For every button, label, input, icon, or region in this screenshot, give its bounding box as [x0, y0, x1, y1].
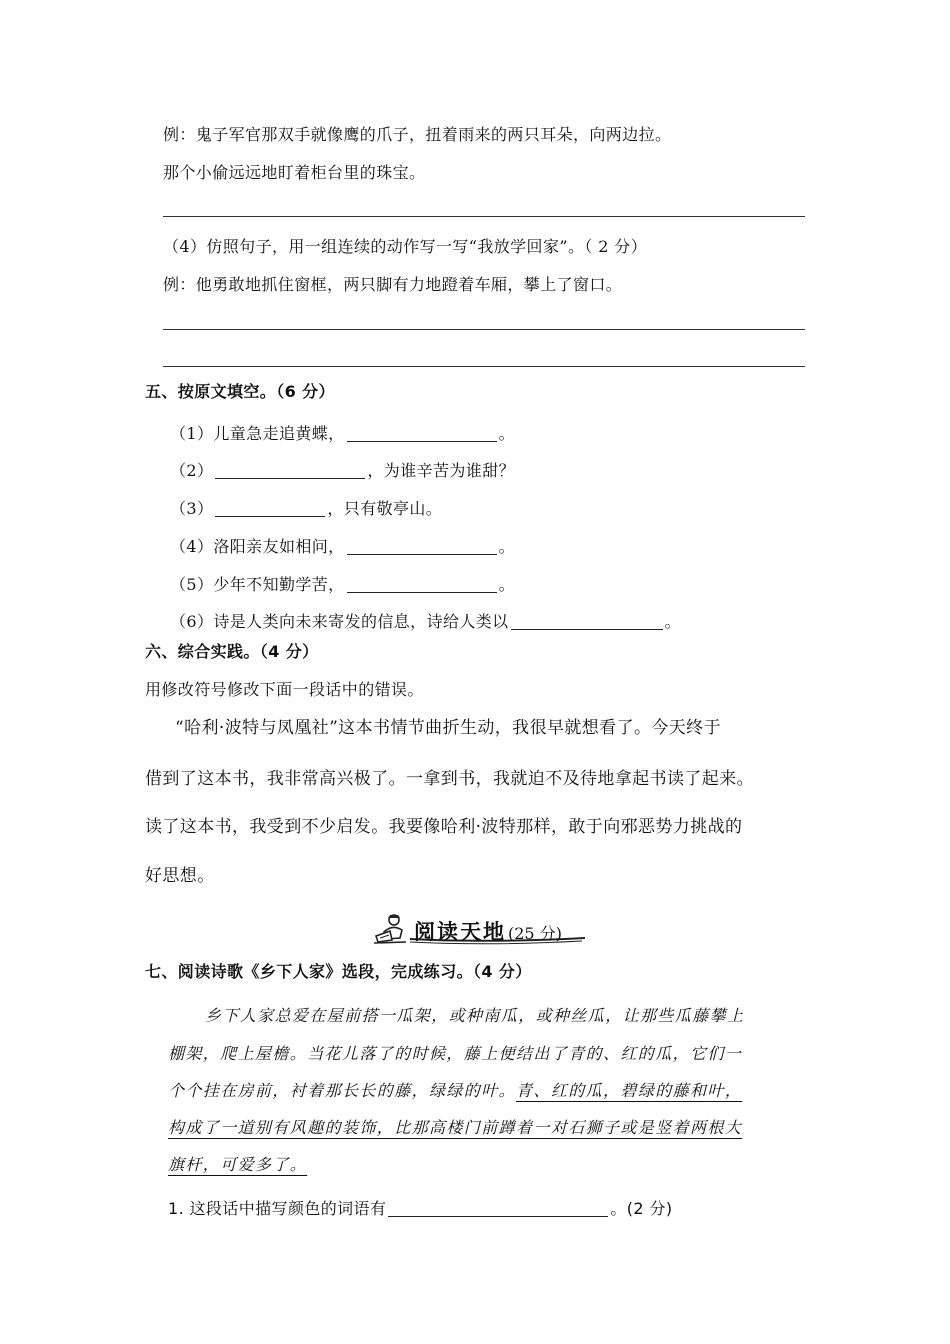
fill-item-3: [170, 499, 442, 519]
question-1-blank[interactable]: [388, 1200, 608, 1217]
q4-answer-line-1[interactable]: [163, 329, 805, 330]
fill-blank-3[interactable]: [215, 500, 325, 517]
section7-title: 七、阅读诗歌《乡下人家》选段，完成练习。（4 分）: [145, 962, 532, 981]
passage-line-5: [168, 1155, 307, 1175]
q3-answer-line[interactable]: [163, 216, 805, 217]
passage-line-3-text: 个个挂在房前，衬着那长长的藤，绿绿的叶。: [168, 1081, 517, 1100]
passage-line-1-text: 乡下人家总爱在屋前搭一瓜架，或种南瓜，或种丝瓜，让那些瓜藤攀上: [205, 1006, 745, 1025]
fill-item-2: [170, 461, 515, 481]
fill-item-3-end: ，只有敬亭山。: [327, 499, 443, 518]
passage-line-2: [168, 1044, 742, 1064]
fill-blank-1[interactable]: [347, 425, 497, 442]
banner-title: 阅读天地: [414, 920, 506, 944]
passage-line-5-underlined: 旗杆，可爱多了。: [168, 1155, 308, 1174]
section6-line-2: 借到了这本书，我非常高兴极了。一拿到书，我就迫不及待地拿起书读了起来。: [145, 769, 754, 789]
fill-item-6-end: 。: [664, 612, 681, 631]
fill-item-2-text: （2）: [170, 461, 214, 480]
fill-item-1-end: 。: [498, 424, 515, 443]
fill-item-5-end: 。: [498, 575, 515, 594]
passage-line-2-text: 棚架，爬上屋檐。当花儿落了的时候，藤上便结出了青的、红的瓜，它们一: [168, 1044, 743, 1063]
fill-item-6-text: （6）诗是人类向未来寄发的信息，诗给人类以: [170, 612, 509, 631]
fill-item-3-text: （3）: [170, 499, 214, 518]
fill-item-6: [170, 612, 681, 632]
q3-example: 例：鬼子军官那双手就像鹰的爪子，扭着雨来的两只耳朵，向两边拉。: [163, 125, 672, 144]
section6-line-1: “哈利·波特与凤凰社”这本书情节曲折生动，我很早就想看了。今天终于: [175, 718, 721, 738]
section6-title: 六、综合实践。（4 分）: [145, 642, 319, 661]
fill-item-4-end: 。: [498, 537, 515, 556]
section6-line-3: 读了这本书，我受到不少启发。我要像哈利·波特那样，敢于向邪恶势力挑战的: [145, 817, 743, 837]
passage-line-1: [205, 1006, 744, 1026]
fill-item-2-end: ，为谁辛苦为谁甜？: [367, 461, 515, 480]
passage-line-4-underlined: 构成了一道别有风趣的装饰，比那高楼门前蹲着一对石狮子或是竖着两根大: [168, 1118, 743, 1137]
fill-blank-2[interactable]: [215, 462, 365, 479]
q4-example: 例：他勇敢地抓住窗框，两只脚有力地蹬着车厢，攀上了窗口。: [163, 275, 623, 294]
section6-line-4: 好思想。: [145, 866, 215, 886]
q4-prompt: （4）仿照句子，用一组连续的动作写一写“我放学回家”。（ 2 分）: [163, 237, 648, 256]
question-1-score: 。(2 分): [610, 1199, 673, 1218]
question-1-text: 1. 这段话中描写颜色的词语有: [168, 1199, 387, 1218]
fill-blank-4[interactable]: [347, 538, 497, 555]
question-1: [168, 1199, 673, 1219]
fill-item-1-text: （1）儿童急走追黄蝶，: [170, 424, 345, 443]
banner-score: (25 分): [508, 924, 562, 943]
passage-line-4: [168, 1118, 742, 1138]
reading-section-banner: [370, 912, 590, 946]
q4-answer-line-2[interactable]: [163, 366, 805, 367]
q3-sentence: 那个小偷远远地盯着柜台里的珠宝。: [163, 163, 426, 182]
fill-item-4: [170, 537, 515, 557]
fill-item-5-text: （5）少年不知勤学苦，: [170, 575, 345, 594]
passage-line-3: [168, 1081, 742, 1101]
fill-item-5: [170, 575, 515, 595]
reading-figure-icon: [370, 912, 410, 946]
section6-instruction: 用修改符号修改下面一段话中的错误。: [145, 680, 424, 699]
passage-line-3-underlined: 青、红的瓜，碧绿的藤和叶，: [516, 1081, 743, 1100]
fill-item-4-text: （4）洛阳亲友如相问，: [170, 537, 345, 556]
fill-item-1: [170, 424, 515, 444]
section5-title: 五、按原文填空。（6 分）: [145, 382, 335, 401]
fill-blank-6[interactable]: [511, 613, 663, 630]
fill-blank-5[interactable]: [347, 576, 497, 593]
